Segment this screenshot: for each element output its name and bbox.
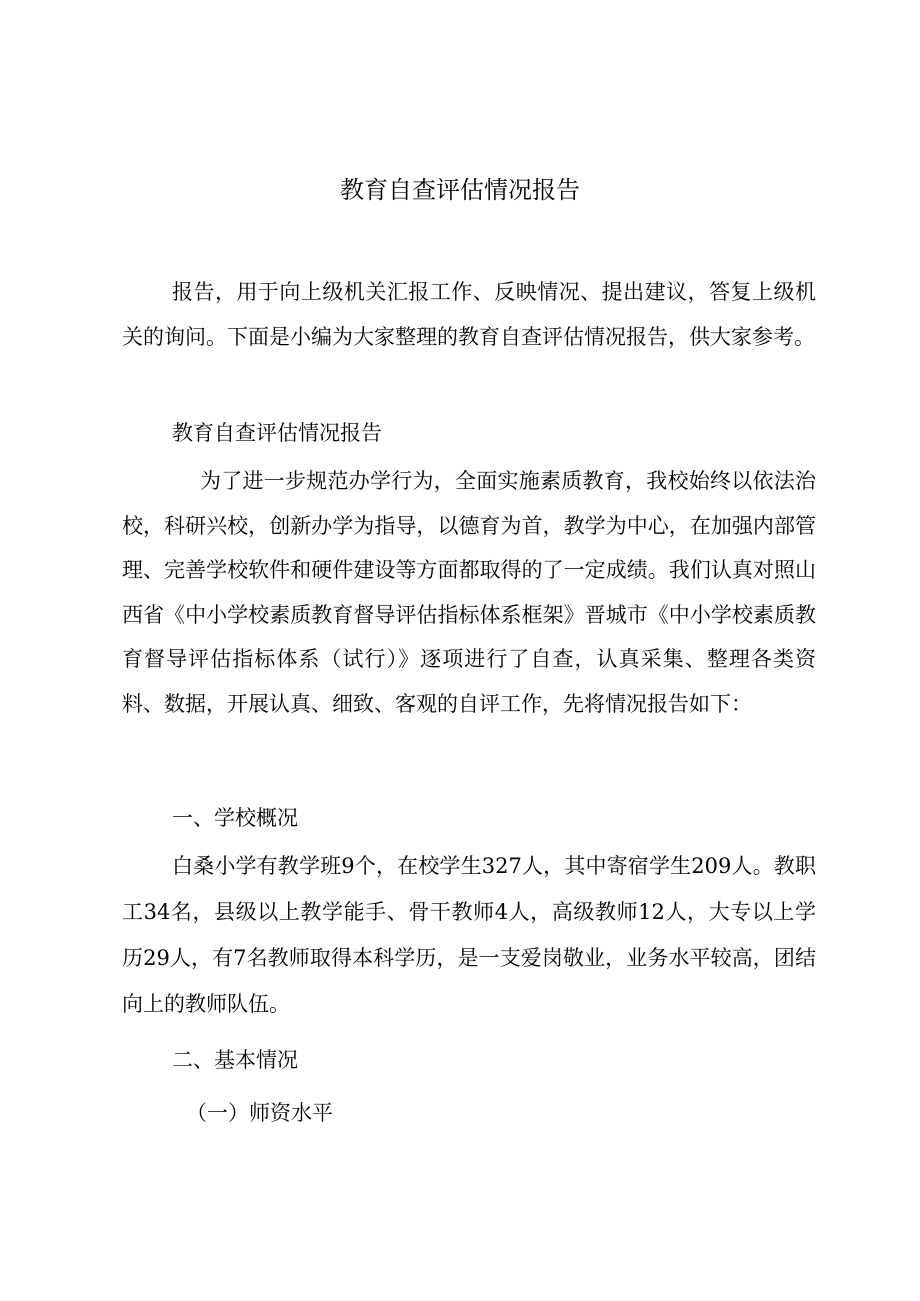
body-paragraph-2: 白桑小学有教学班9个，在校学生327人，其中寄宿学生209人。教职工34名，县级以上教学能手、骨干教师4人，高级教师12人，大专以上学历29人，有7名教师取得本科学历，是一支爱岗敬业，业务水平较高，团结向上的教师队伍。 [122, 854, 816, 1016]
intro-paragraph: 报告，用于向上级机关汇报工作、反映情况、提出建议，答复上级机关的询问。下面是小编为大家整理的教育自查评估情况报告，供大家参考。 [122, 280, 816, 349]
section-heading-2: 二、基本情况 [172, 1048, 298, 1072]
document-title: 教育自查评估情况报告 [340, 176, 580, 204]
section-heading-1: 一、学校概况 [172, 806, 298, 830]
section-heading-3: （一）师资水平 [186, 1101, 333, 1125]
subtitle: 教育自查评估情况报告 [172, 421, 382, 445]
body-paragraph-1: 为了进一步规范办学行为，全面实施素质教育，我校始终以依法治校，科研兴校，创新办学为指导，以德育为首，教学为中心，在加强内部管理、完善学校软件和硬件建设等方面都取得的了一定成绩。我们认真对照山西省《中小学校素质教育督导评估指标体系框架》晋城市《中小学校素质教育督导评估指标体系（试行）》逐项进行了自查，认真采集、整理各类资料、数据，开展认真、细致、客观的自评工作，先将情况报告如下： [122, 469, 816, 716]
